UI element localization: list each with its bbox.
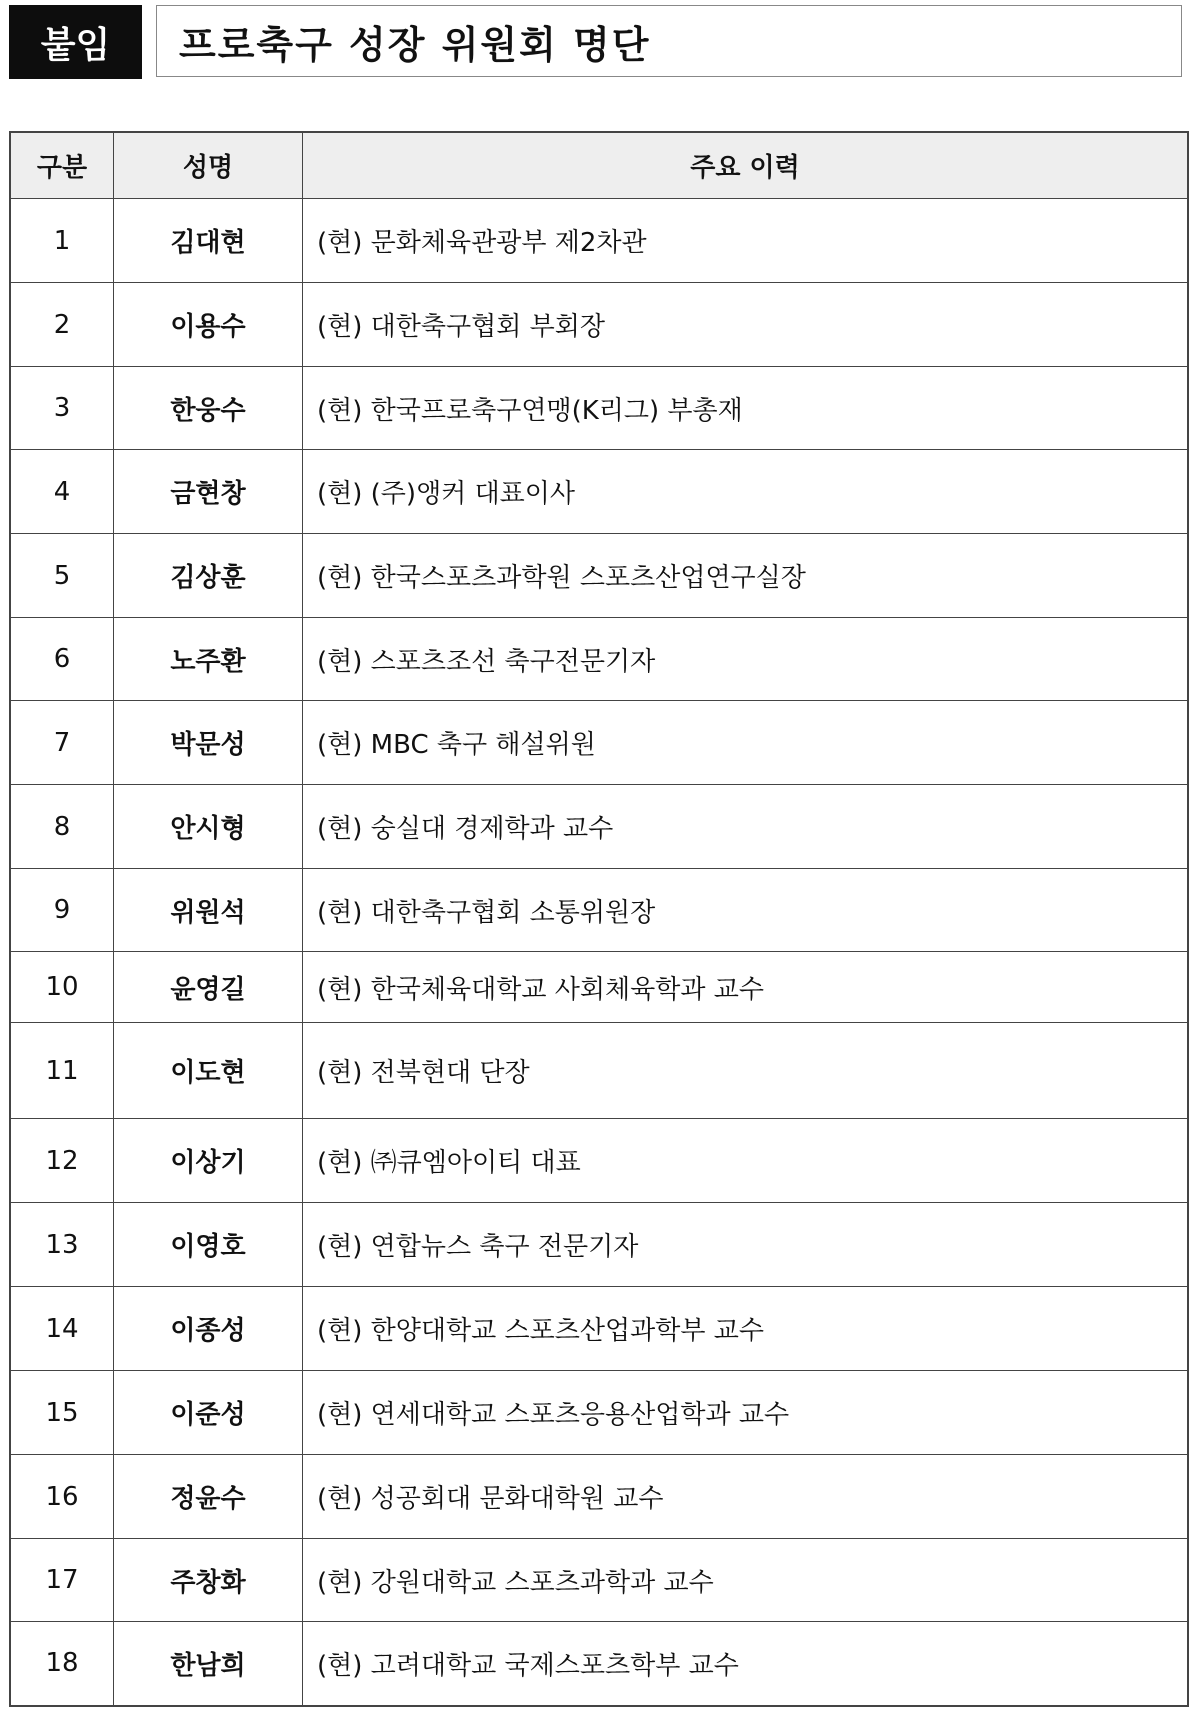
row-number: 1 (10, 199, 114, 283)
member-name: 주창화 (114, 1539, 303, 1622)
page-title: 프로축구 성장 위원회 명단 (156, 5, 1182, 77)
row-number: 12 (10, 1119, 114, 1203)
member-career: (현) 한국스포츠과학원 스포츠산업연구실장 (303, 534, 1189, 618)
member-career: (현) 스포츠조선 축구전문기자 (303, 618, 1189, 701)
member-career: (현) MBC 축구 해설위원 (303, 701, 1189, 785)
table-row (10, 1119, 1188, 1203)
member-name: 이종성 (114, 1287, 303, 1371)
member-name: 한웅수 (114, 367, 303, 450)
table-header-row (10, 132, 1188, 199)
table-row (10, 1539, 1188, 1622)
committee-table (9, 131, 1189, 1707)
member-name: 금현창 (114, 450, 303, 534)
table-row (10, 701, 1188, 785)
table-row (10, 367, 1188, 450)
row-number: 13 (10, 1203, 114, 1287)
member-name: 이영호 (114, 1203, 303, 1287)
table-row (10, 534, 1188, 618)
table-row (10, 283, 1188, 367)
row-number: 11 (10, 1023, 114, 1119)
member-career: (현) (주)앵커 대표이사 (303, 450, 1189, 534)
header-career: 주요 이력 (303, 132, 1189, 199)
member-name: 김대현 (114, 199, 303, 283)
table-row (10, 952, 1188, 1023)
table-row (10, 785, 1188, 869)
row-number: 5 (10, 534, 114, 618)
member-career: (현) 대한축구협회 부회장 (303, 283, 1189, 367)
member-career: (현) 문화체육관광부 제2차관 (303, 199, 1189, 283)
member-career: (현) 강원대학교 스포츠과학과 교수 (303, 1539, 1189, 1622)
member-career: (현) 성공회대 문화대학원 교수 (303, 1455, 1189, 1539)
row-number: 9 (10, 869, 114, 952)
member-career: (현) 한국프로축구연맹(K리그) 부총재 (303, 367, 1189, 450)
member-name: 노주환 (114, 618, 303, 701)
row-number: 16 (10, 1455, 114, 1539)
member-name: 안시형 (114, 785, 303, 869)
row-number: 4 (10, 450, 114, 534)
member-career: (현) 대한축구협회 소통위원장 (303, 869, 1189, 952)
row-number: 3 (10, 367, 114, 450)
attachment-tag: 붙임 (9, 5, 142, 79)
member-name: 이준성 (114, 1371, 303, 1455)
member-name: 윤영길 (114, 952, 303, 1023)
member-career: (현) 연합뉴스 축구 전문기자 (303, 1203, 1189, 1287)
row-number: 14 (10, 1287, 114, 1371)
table-row (10, 618, 1188, 701)
header-name: 성명 (114, 132, 303, 199)
member-career: (현) ㈜큐엠아이티 대표 (303, 1119, 1189, 1203)
member-name: 이도현 (114, 1023, 303, 1119)
table-row (10, 1455, 1188, 1539)
table-row (10, 450, 1188, 534)
row-number: 7 (10, 701, 114, 785)
row-number: 15 (10, 1371, 114, 1455)
member-career: (현) 숭실대 경제학과 교수 (303, 785, 1189, 869)
header-no: 구분 (10, 132, 114, 199)
member-career: (현) 고려대학교 국제스포츠학부 교수 (303, 1622, 1189, 1706)
row-number: 8 (10, 785, 114, 869)
table-row (10, 1023, 1188, 1119)
table-row (10, 199, 1188, 283)
row-number: 18 (10, 1622, 114, 1706)
member-career: (현) 전북현대 단장 (303, 1023, 1189, 1119)
member-name: 이용수 (114, 283, 303, 367)
table-row (10, 1203, 1188, 1287)
member-name: 박문성 (114, 701, 303, 785)
table-row (10, 1622, 1188, 1706)
table-row (10, 1287, 1188, 1371)
row-number: 2 (10, 283, 114, 367)
table-row (10, 869, 1188, 952)
row-number: 17 (10, 1539, 114, 1622)
member-career: (현) 한국체육대학교 사회체육학과 교수 (303, 952, 1189, 1023)
member-career: (현) 연세대학교 스포츠응용산업학과 교수 (303, 1371, 1189, 1455)
member-name: 이상기 (114, 1119, 303, 1203)
member-career: (현) 한양대학교 스포츠산업과학부 교수 (303, 1287, 1189, 1371)
member-name: 정윤수 (114, 1455, 303, 1539)
table-row (10, 1371, 1188, 1455)
row-number: 10 (10, 952, 114, 1023)
member-name: 위원석 (114, 869, 303, 952)
row-number: 6 (10, 618, 114, 701)
member-name: 김상훈 (114, 534, 303, 618)
member-name: 한남희 (114, 1622, 303, 1706)
